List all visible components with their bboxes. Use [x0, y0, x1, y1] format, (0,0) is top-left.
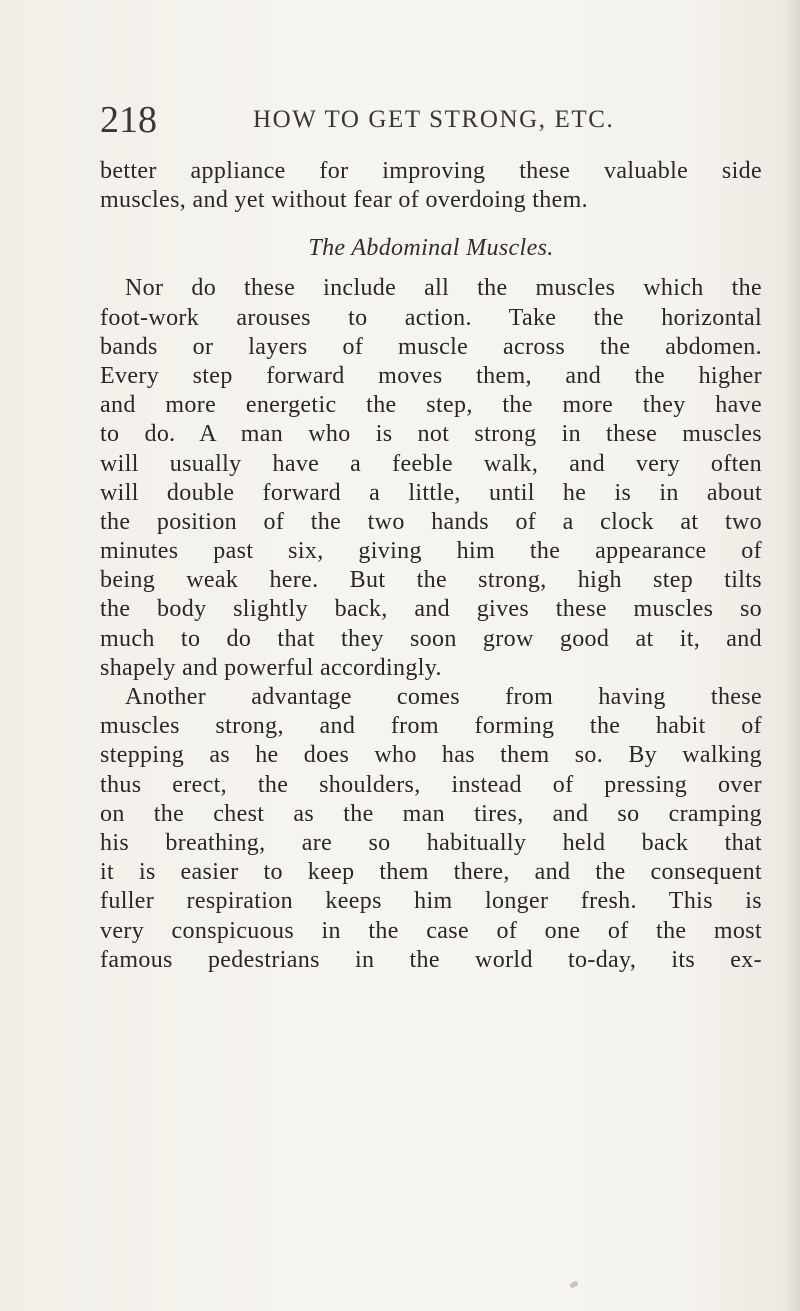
text-line: to do. A man who is not strong in these muscles	[100, 421, 762, 448]
text-line: the position of the two hands of a clock at two	[100, 508, 762, 535]
text-line: thus erect, the shoulders, instead of pressing over	[100, 771, 762, 798]
text-line: fuller respiration keeps him longer fresh. This is	[100, 888, 762, 915]
text-line: and more energetic the step, the more they have	[100, 392, 762, 419]
text-line: famous pedestrians in the world to-day, its ex-	[100, 946, 762, 973]
body-text	[100, 157, 762, 975]
text-line: his breathing, are so habitually held back that	[100, 829, 762, 856]
text-line: the body slightly back, and gives these muscles so	[100, 596, 762, 623]
text-line: stepping as he does who has them so. By walking	[100, 742, 762, 769]
page-edge-shadow	[784, 0, 800, 1311]
page-number: 218	[100, 99, 157, 141]
text-line: much to do that they soon grow good at it, and	[100, 625, 762, 652]
page-header	[100, 98, 740, 148]
text-line: Another advantage comes from having these	[125, 684, 762, 710]
text-line: being weak here. But the strong, high step tilts	[100, 567, 762, 594]
text-line: shapely and powerful accordingly.	[100, 654, 442, 681]
text-line: very conspicuous in the case of one of the most	[100, 917, 762, 944]
section-heading: The Abdominal Muscles.	[308, 235, 554, 262]
text-line: better appliance for improving these valuable side	[100, 158, 762, 184]
text-line: muscles, and yet without fear of overdoing them.	[100, 187, 589, 214]
text-line: will usually have a feeble walk, and very often	[100, 450, 762, 477]
text-line: muscles strong, and from forming the habit of	[100, 713, 762, 740]
text-line: Nor do these include all the muscles which the	[125, 275, 762, 302]
text-line: Every step forward moves them, and the higher	[100, 362, 762, 389]
paper-speck	[569, 1280, 578, 1288]
text-line: on the chest as the man tires, and so cramping	[100, 800, 762, 827]
text-line: foot-work arouses to action. Take the horizontal	[100, 304, 762, 331]
running-head: HOW TO GET STRONG, ETC.	[253, 106, 615, 133]
text-line: bands or layers of muscle across the abdomen.	[100, 333, 762, 360]
text-line: it is easier to keep them there, and the consequent	[100, 859, 762, 886]
text-line: will double forward a little, until he is in about	[100, 479, 762, 506]
text-line: minutes past six, giving him the appearance of	[100, 538, 762, 565]
